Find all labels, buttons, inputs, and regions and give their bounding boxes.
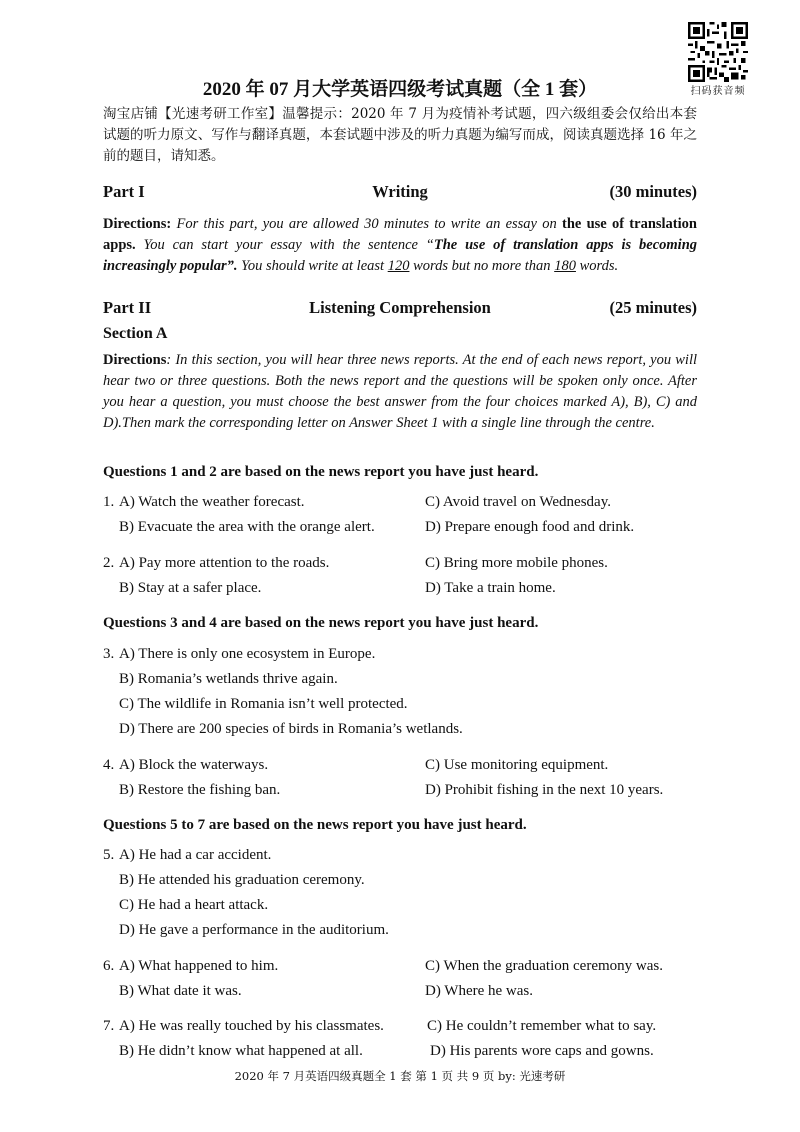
option-b[interactable]: B) Stay at a safer place. (119, 580, 262, 596)
option-a[interactable]: A) There is only one ecosystem in Europe. (119, 646, 376, 662)
option-b[interactable]: B) He didn’t know what happened at all. (119, 1043, 363, 1059)
directions-lead: Directions: (103, 216, 172, 232)
option-a[interactable]: A) Watch the weather forecast. (119, 494, 305, 510)
option-c[interactable]: C) Use monitoring equipment. (425, 757, 609, 773)
question-number: 7. (103, 1018, 115, 1034)
section-a-heading: Section A (103, 325, 168, 342)
option-b[interactable]: B) Romania’s wetlands thrive again. (119, 671, 338, 687)
option-d[interactable]: D) He gave a performance in the auditorium. (119, 922, 389, 938)
shop-notice: 淘宝店铺【光速考研工作室】温馨提示：2020 年 7 月为疫情补考试题，四六级组委会仅给出本套试题的听力原文、写作与翻译真题，本套试题中涉及的听力真题为编写而成，阅读真题选择 16 年之前的题目，请知悉。 (103, 106, 697, 164)
question-number: 5. (103, 847, 115, 863)
part-2-header (103, 298, 697, 322)
question-number: 1. (103, 494, 115, 510)
option-d[interactable]: D) Where he was. (425, 983, 534, 999)
question-group-heading: Questions 1 and 2 are based on the news report you have just heard. (103, 464, 539, 480)
question-group-heading: Questions 5 to 7 are based on the news report you have just heard. (103, 817, 527, 833)
directions-lead: Directions (103, 352, 167, 368)
option-c[interactable]: C) The wildlife in Romania isn’t well protected. (119, 696, 408, 712)
directions-text: You can start your essay with the sentence “ (135, 237, 434, 253)
option-b[interactable]: B) He attended his graduation ceremony. (119, 872, 365, 888)
part-1-header (103, 182, 697, 206)
question-number: 6. (103, 958, 115, 974)
option-d[interactable]: D) Prohibit fishing in the next 10 years. (425, 782, 664, 798)
directions-text: words. (575, 258, 619, 274)
page-title: 2020 年 07 月大学英语四级考试真题（全 1 套） (202, 79, 598, 100)
part-2-directions (103, 350, 697, 434)
question-number: 2. (103, 555, 115, 571)
option-d[interactable]: D) Take a train home. (425, 580, 556, 596)
qr-caption: 扫码获音频 (690, 86, 746, 97)
word-max: 180 (554, 258, 576, 274)
question-group-heading: Questions 3 and 4 are based on the news report you have just heard. (103, 615, 539, 631)
option-a[interactable]: A) Block the waterways. (119, 757, 269, 773)
part-1-directions (103, 214, 697, 277)
option-d[interactable]: D) There are 200 species of birds in Romania’s wetlands. (119, 721, 463, 737)
essay-opening-sentence: The use of translation apps is becoming increasingly popular”. (103, 237, 698, 274)
option-a[interactable]: A) What happened to him. (119, 958, 279, 974)
option-b[interactable]: B) Evacuate the area with the orange alert. (119, 519, 375, 535)
option-c[interactable]: C) When the graduation ceremony was. (425, 958, 663, 974)
word-min: 120 (387, 258, 410, 274)
essay-topic: the use of translation apps. (103, 216, 697, 253)
option-c[interactable]: C) Avoid travel on Wednesday. (425, 494, 611, 510)
option-c[interactable]: C) He had a heart attack. (119, 897, 269, 913)
part-1-label: Part I (103, 182, 145, 201)
part-1-name: Writing (372, 182, 428, 201)
part-2-label: Part II (103, 298, 152, 317)
question-number: 4. (103, 757, 115, 773)
part-2-time: (25 minutes) (609, 298, 697, 317)
part-2-name: Listening Comprehension (309, 298, 491, 317)
option-c[interactable]: C) Bring more mobile phones. (425, 555, 608, 571)
part-1-time: (30 minutes) (609, 182, 697, 201)
page-footer: 2020 年 7 月英语四级真题全 1 套 第 1 页 共 9 页 by: 光速考研 (234, 1069, 566, 1083)
option-c[interactable]: C) He couldn’t remember what to say. (427, 1018, 657, 1034)
option-a[interactable]: A) He had a car accident. (119, 847, 272, 863)
option-a[interactable]: A) Pay more attention to the roads. (119, 555, 330, 571)
directions-text: : In this section, you will hear three news reports. At the end of each news report, you will hear two or three questions. Both the news report and the questions will be spoken only once. After you hear a question, you must choose the best answer from the four choices marked A), B), C) and D).Then mark the corresponding letter on Answer Sheet 1 with a single line through the centre. (103, 352, 697, 431)
option-b[interactable]: B) What date it was. (119, 983, 242, 999)
question-number: 3. (103, 646, 115, 662)
option-a[interactable]: A) He was really touched by his classmates. (119, 1018, 384, 1034)
option-d[interactable]: D) Prepare enough food and drink. (425, 519, 635, 535)
directions-text: words but no more than (409, 258, 555, 274)
directions-text: You should write at least (237, 258, 388, 274)
directions-text: For this part, you are allowed 30 minutes to write an essay on (171, 216, 562, 232)
option-d[interactable]: D) His parents wore caps and gowns. (430, 1043, 654, 1059)
option-b[interactable]: B) Restore the fishing ban. (119, 782, 281, 798)
qr-code-icon[interactable] (688, 22, 748, 82)
